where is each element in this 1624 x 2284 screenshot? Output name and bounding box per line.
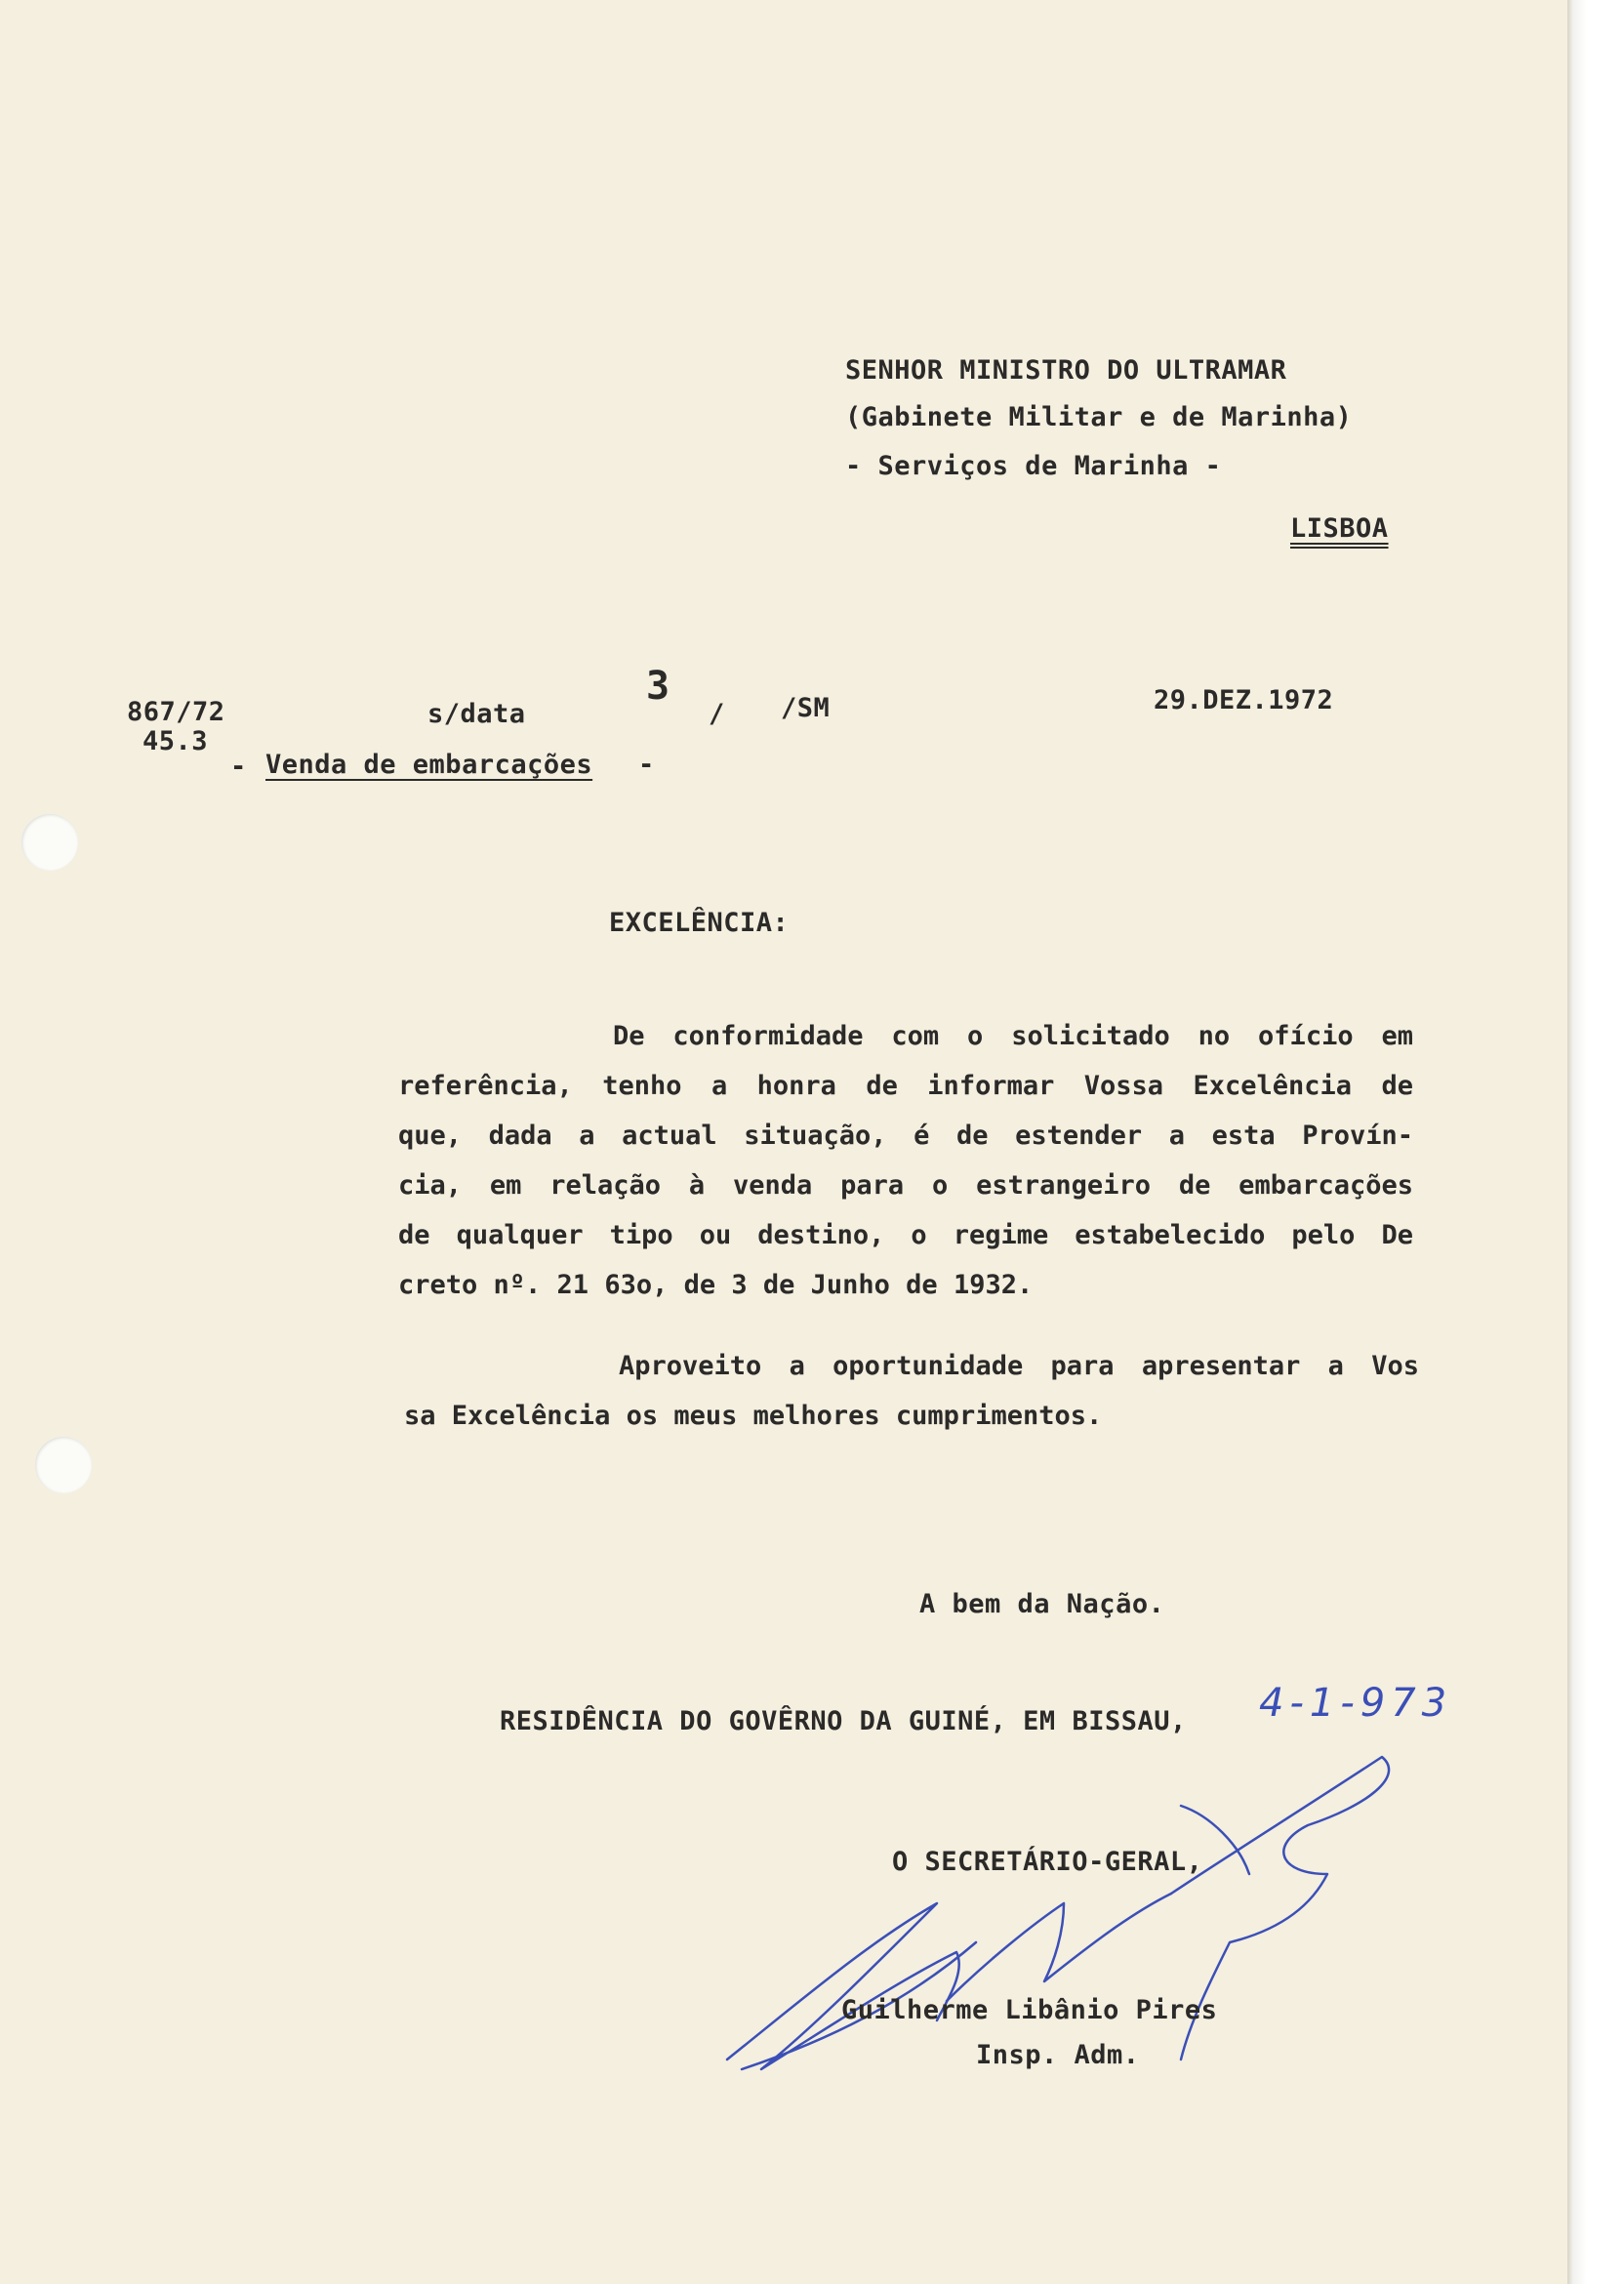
body-paragraph-1 (398, 1011, 1413, 1310)
reference-number: 867/72 (127, 697, 225, 727)
signatory-name: Guilherme Libânio Pires (841, 1995, 1218, 2025)
paragraph-1-line: De conformidade com o solicitado no ofício em (613, 1021, 1413, 1051)
paragraph-1-line: referência, tenho a honra de informar Vossa Excelência de (398, 1071, 1413, 1101)
addressee-line-3: - Serviços de Marinha - (845, 451, 1222, 481)
paragraph-1-line: de qualquer tipo ou destino, o regime estabelecido pelo De (398, 1220, 1413, 1250)
closing: A bem da Nação. (919, 1589, 1165, 1619)
paragraph-1-line: creto nº. 21 63o, de 3 de Junho de 1932. (398, 1270, 1034, 1300)
handwritten-signature (722, 1747, 1405, 2079)
body-paragraph-2 (404, 1341, 1419, 1441)
addressee-city: LISBOA (1290, 513, 1389, 544)
reference-sm: /SM (781, 693, 831, 723)
reference-sub-number: 45.3 (142, 726, 209, 756)
handwritten-date: 4-1-973 (1259, 1681, 1453, 1726)
paragraph-1-line: cia, em relação à venda para o estrangeiro de embarcações (398, 1170, 1413, 1201)
subject: Venda de embarcações (265, 750, 593, 780)
paragraph-2-line: Aproveito a oportunidade para apresentar a Vos (619, 1351, 1419, 1381)
addressee-line-1: SENHOR MINISTRO DO ULTRAMAR (845, 355, 1287, 386)
punch-hole-bottom (35, 1437, 92, 1493)
subject-dash-start: - (230, 752, 247, 782)
subject-dash-end: - (638, 750, 655, 780)
reference-doc-number: 3 (646, 664, 670, 709)
punch-hole-top (21, 814, 78, 871)
place-line: RESIDÊNCIA DO GOVÊRNO DA GUINÉ, EM BISSAU, (500, 1706, 1187, 1736)
addressee-line-2: (Gabinete Militar e de Marinha) (845, 402, 1353, 432)
salutation: EXCELÊNCIA: (609, 908, 790, 938)
reference-s-data: s/data (427, 699, 526, 729)
page-edge (1567, 0, 1624, 2284)
reference-date: 29.DEZ.1972 (1154, 685, 1334, 715)
signatory-title: O SECRETÁRIO-GERAL, (892, 1847, 1203, 1877)
signatory-role: Insp. Adm. (976, 2040, 1140, 2070)
reference-slash: / (709, 699, 725, 729)
paragraph-2-line: sa Excelência os meus melhores cumprimentos. (404, 1401, 1103, 1431)
paragraph-1-line: que, dada a actual situação, é de estender a esta Provín- (398, 1121, 1413, 1151)
